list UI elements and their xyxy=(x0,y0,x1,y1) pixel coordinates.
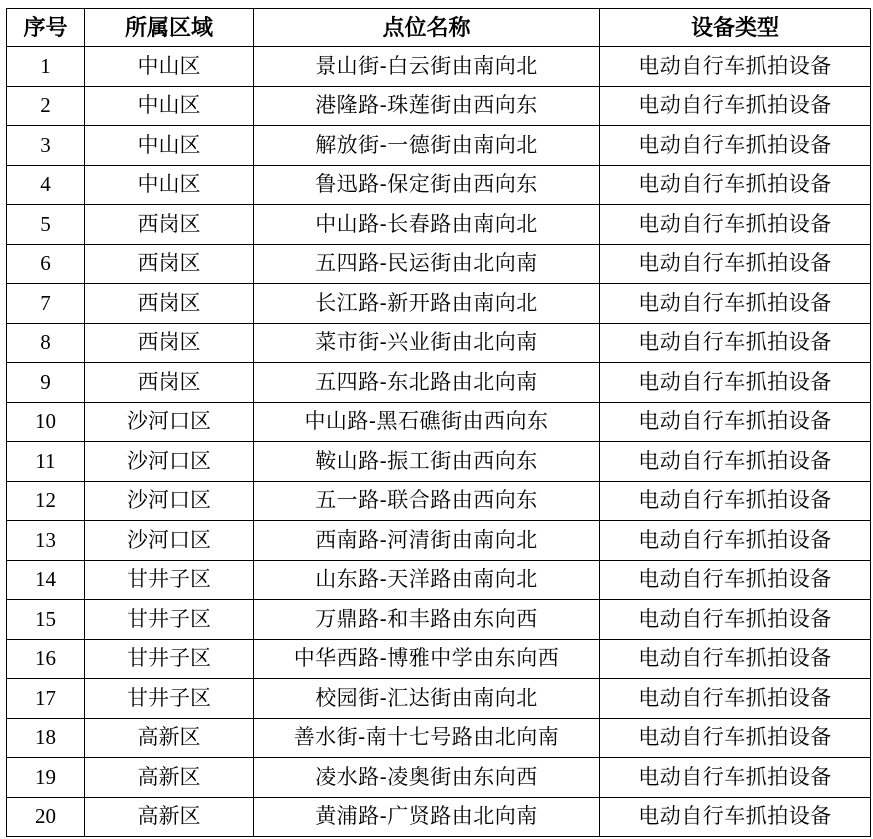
row-serial-number: 7 xyxy=(7,284,85,324)
table-row xyxy=(7,284,871,324)
row-device-type: 电动自行车抓拍设备 xyxy=(600,679,871,719)
row-location-name: 鲁迅路-保定街由西向东 xyxy=(254,165,600,205)
row-serial-number: 10 xyxy=(7,402,85,442)
row-district: 西岗区 xyxy=(85,205,254,245)
row-district: 沙河口区 xyxy=(85,442,254,482)
row-district: 中山区 xyxy=(85,165,254,205)
row-location-name: 西南路-河清街由南向北 xyxy=(254,521,600,561)
row-serial-number: 16 xyxy=(7,639,85,679)
row-device-type: 电动自行车抓拍设备 xyxy=(600,284,871,324)
row-district: 甘井子区 xyxy=(85,600,254,640)
camera-location-table xyxy=(6,8,871,837)
row-district: 中山区 xyxy=(85,86,254,126)
header-location-name: 点位名称 xyxy=(254,9,600,47)
row-device-type: 电动自行车抓拍设备 xyxy=(600,402,871,442)
row-serial-number: 9 xyxy=(7,363,85,403)
row-location-name: 中山路-黑石礁街由西向东 xyxy=(254,402,600,442)
row-device-type: 电动自行车抓拍设备 xyxy=(600,718,871,758)
table-row xyxy=(7,639,871,679)
row-device-type: 电动自行车抓拍设备 xyxy=(600,600,871,640)
row-serial-number: 5 xyxy=(7,205,85,245)
row-district: 高新区 xyxy=(85,718,254,758)
row-location-name: 解放街-一德街由南向北 xyxy=(254,126,600,166)
table-row xyxy=(7,205,871,245)
row-serial-number: 4 xyxy=(7,165,85,205)
row-location-name: 凌水路-凌奥街由东向西 xyxy=(254,758,600,798)
row-location-name: 校园街-汇达街由南向北 xyxy=(254,679,600,719)
row-district: 西岗区 xyxy=(85,323,254,363)
row-device-type: 电动自行车抓拍设备 xyxy=(600,86,871,126)
row-serial-number: 19 xyxy=(7,758,85,798)
row-location-name: 五四路-东北路由北向南 xyxy=(254,363,600,403)
table-row xyxy=(7,758,871,798)
row-district: 西岗区 xyxy=(85,284,254,324)
row-device-type: 电动自行车抓拍设备 xyxy=(600,521,871,561)
row-device-type: 电动自行车抓拍设备 xyxy=(600,205,871,245)
row-device-type: 电动自行车抓拍设备 xyxy=(600,244,871,284)
table-row xyxy=(7,165,871,205)
table-row xyxy=(7,86,871,126)
table-row xyxy=(7,363,871,403)
row-device-type: 电动自行车抓拍设备 xyxy=(600,481,871,521)
row-device-type: 电动自行车抓拍设备 xyxy=(600,758,871,798)
row-location-name: 港隆路-珠莲街由西向东 xyxy=(254,86,600,126)
row-serial-number: 15 xyxy=(7,600,85,640)
row-serial-number: 17 xyxy=(7,679,85,719)
row-district: 高新区 xyxy=(85,797,254,837)
table-row xyxy=(7,126,871,166)
row-serial-number: 18 xyxy=(7,718,85,758)
table-row xyxy=(7,442,871,482)
header-device-type: 设备类型 xyxy=(600,9,871,47)
row-device-type: 电动自行车抓拍设备 xyxy=(600,797,871,837)
table-body xyxy=(7,47,871,837)
row-device-type: 电动自行车抓拍设备 xyxy=(600,165,871,205)
row-location-name: 山东路-天洋路由南向北 xyxy=(254,560,600,600)
row-serial-number: 13 xyxy=(7,521,85,561)
row-district: 沙河口区 xyxy=(85,402,254,442)
row-device-type: 电动自行车抓拍设备 xyxy=(600,47,871,87)
row-serial-number: 11 xyxy=(7,442,85,482)
row-district: 沙河口区 xyxy=(85,481,254,521)
row-serial-number: 20 xyxy=(7,797,85,837)
table-row xyxy=(7,402,871,442)
table-row xyxy=(7,718,871,758)
table-row xyxy=(7,244,871,284)
row-district: 西岗区 xyxy=(85,244,254,284)
row-serial-number: 12 xyxy=(7,481,85,521)
row-device-type: 电动自行车抓拍设备 xyxy=(600,442,871,482)
table-row xyxy=(7,481,871,521)
row-location-name: 长江路-新开路由南向北 xyxy=(254,284,600,324)
row-serial-number: 2 xyxy=(7,86,85,126)
table-row xyxy=(7,47,871,87)
table-row xyxy=(7,679,871,719)
row-district: 高新区 xyxy=(85,758,254,798)
row-location-name: 善水街-南十七号路由北向南 xyxy=(254,718,600,758)
row-location-name: 鞍山路-振工街由西向东 xyxy=(254,442,600,482)
row-district: 沙河口区 xyxy=(85,521,254,561)
row-serial-number: 3 xyxy=(7,126,85,166)
row-location-name: 万鼎路-和丰路由东向西 xyxy=(254,600,600,640)
row-serial-number: 1 xyxy=(7,47,85,87)
row-device-type: 电动自行车抓拍设备 xyxy=(600,560,871,600)
row-device-type: 电动自行车抓拍设备 xyxy=(600,323,871,363)
row-location-name: 景山街-白云街由南向北 xyxy=(254,47,600,87)
table-header-row xyxy=(7,9,871,47)
row-location-name: 五一路-联合路由西向东 xyxy=(254,481,600,521)
row-serial-number: 6 xyxy=(7,244,85,284)
header-district: 所属区域 xyxy=(85,9,254,47)
table-row xyxy=(7,560,871,600)
row-location-name: 黄浦路-广贤路由北向南 xyxy=(254,797,600,837)
row-device-type: 电动自行车抓拍设备 xyxy=(600,363,871,403)
row-district: 甘井子区 xyxy=(85,679,254,719)
table-row xyxy=(7,600,871,640)
row-district: 甘井子区 xyxy=(85,639,254,679)
table-row xyxy=(7,521,871,561)
row-location-name: 菜市街-兴业街由北向南 xyxy=(254,323,600,363)
row-location-name: 中山路-长春路由南向北 xyxy=(254,205,600,245)
row-location-name: 中华西路-博雅中学由东向西 xyxy=(254,639,600,679)
table-row xyxy=(7,797,871,837)
row-device-type: 电动自行车抓拍设备 xyxy=(600,639,871,679)
row-location-name: 五四路-民运街由北向南 xyxy=(254,244,600,284)
row-district: 西岗区 xyxy=(85,363,254,403)
row-district: 中山区 xyxy=(85,47,254,87)
row-device-type: 电动自行车抓拍设备 xyxy=(600,126,871,166)
row-district: 中山区 xyxy=(85,126,254,166)
row-serial-number: 14 xyxy=(7,560,85,600)
header-serial-number: 序号 xyxy=(7,9,85,47)
row-serial-number: 8 xyxy=(7,323,85,363)
row-district: 甘井子区 xyxy=(85,560,254,600)
table-row xyxy=(7,323,871,363)
